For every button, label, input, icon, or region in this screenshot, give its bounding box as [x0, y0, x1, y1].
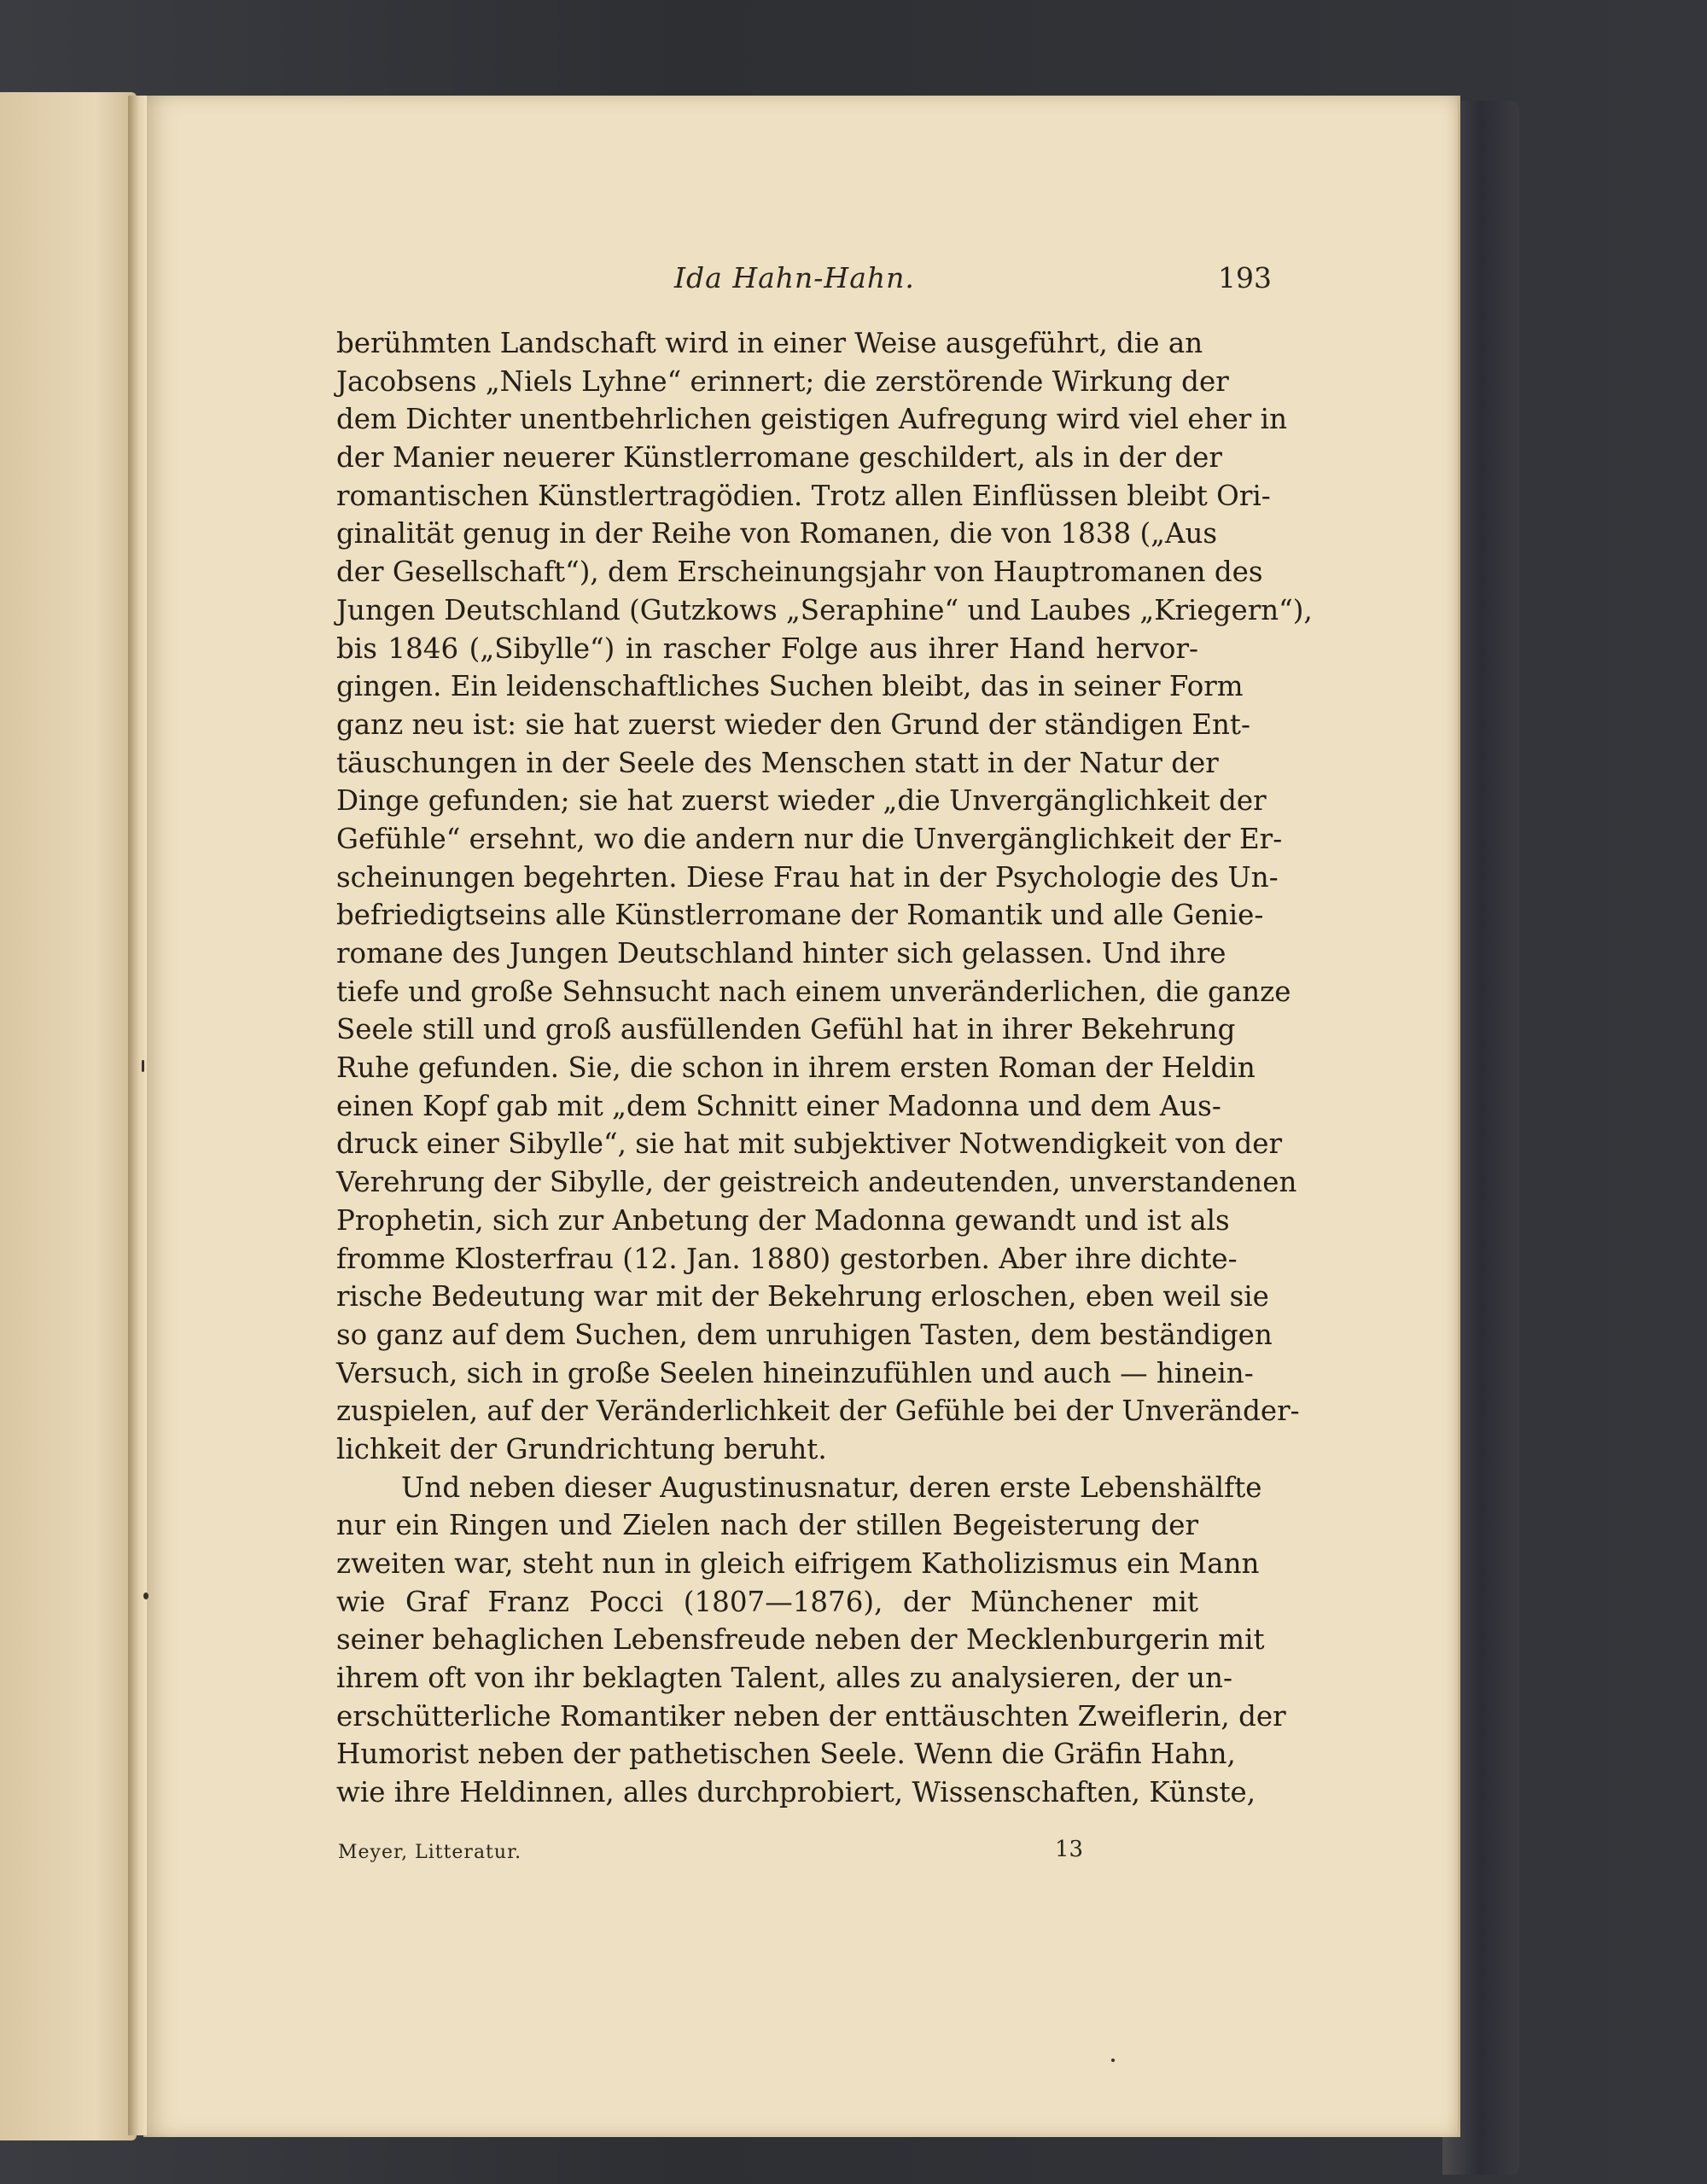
text-line: wie ihre Heldinnen, alles durchprobiert, Wissenschaften, Künste,	[336, 1776, 1256, 1809]
text-line: wie Graf Franz Pocci (1807—1876), der Münchener mit	[336, 1585, 1198, 1618]
text-line: Ruhe gefunden. Sie, die schon in ihrem ersten Roman der Heldin	[336, 1051, 1255, 1085]
sheet-number: 13	[1055, 1837, 1084, 1862]
text-line: Prophetin, sich zur Anbetung der Madonna gewandt und ist als	[336, 1203, 1230, 1237]
text-line: erschütterliche Romantiker neben der enttäuschten Zweiflerin, der	[336, 1699, 1286, 1733]
text-line: befriedigtseins alle Künstlerromane der Romantik und alle Genie-	[336, 899, 1264, 932]
text-line: romantischen Künstlertragödien. Trotz allen Einflüssen bleibt Ori-	[336, 479, 1271, 512]
text-line: einen Kopf gab mit „dem Schnitt einer Madonna und dem Aus-	[336, 1089, 1221, 1122]
text-line: scheinungen begehrten. Diese Frau hat in der Psychologie des Un-	[336, 860, 1279, 894]
text-line: ginalität genug in der Reihe von Romanen, die von 1838 („Aus	[336, 517, 1218, 550]
text-line: Jungen Deutschland (Gutzkows „Seraphine“ und Laubes „Kriegern“),	[336, 593, 1313, 626]
text-line: zweiten war, steht nun in gleich eifrigem Katholizismus ein Mann	[336, 1547, 1260, 1580]
page-header	[333, 261, 1272, 304]
text-line: der Gesellschaft“), dem Erscheinungsjahr von Hauptromanen des	[336, 556, 1263, 589]
text-line: berühmten Landschaft wird in einer Weise ausgeführt, die an	[336, 327, 1203, 359]
text-line: Humorist neben der pathetischen Seele. Wenn die Gräfin Hahn,	[336, 1738, 1236, 1771]
text-line: nur ein Ringen und Zielen nach der stillen Begeisterung der	[336, 1509, 1198, 1542]
text-line: so ganz auf dem Suchen, dem unruhigen Tasten, dem beständigen	[336, 1318, 1273, 1351]
text-line: rische Bedeutung war mit der Bekehrung erloschen, eben weil sie	[336, 1280, 1269, 1313]
text-line: Seele still und groß ausfüllenden Gefühl hat in ihrer Bekehrung	[336, 1013, 1236, 1046]
text-line: zuspielen, auf der Veränderlichkeit der Gefühle bei der Unveränder-	[336, 1395, 1300, 1428]
text-line: ihrem oft von ihr beklagten Talent, alles zu analysieren, der un-	[336, 1662, 1232, 1695]
running-title: Ida Hahn-Hahn.	[674, 261, 915, 294]
text-line: fromme Klosterfrau (12. Jan. 1880) gestorben. Aber ihre dichte-	[336, 1242, 1238, 1275]
text-line: Versuch, sich in große Seelen hineinzufühlen und auch — hinein-	[336, 1356, 1254, 1389]
page-gutter	[128, 96, 147, 2135]
text-line: ganz neu ist: sie hat zuerst wieder den Grund der ständigen Ent-	[336, 708, 1250, 741]
text-line: Jacobsens „Niels Lyhne“ erinnert; die zerstörende Wirkung der	[336, 364, 1229, 398]
printer-signature: Meyer, Litteratur.	[338, 1842, 522, 1863]
text-line: romane des Jungen Deutschland hinter sich gelassen. Und ihre	[336, 937, 1226, 970]
text-line: gingen. Ein leidenschaftliches Suchen bleibt, das in seiner Form	[336, 670, 1244, 703]
page-footer	[338, 1837, 1191, 1876]
text-line: bis 1846 („Sibylle“) in rascher Folge aus ihrer Hand hervor-	[336, 632, 1198, 665]
text-line: Dinge gefunden; sie hat zuerst wieder „die Unvergänglichkeit der	[336, 784, 1267, 818]
text-line: Gefühle“ ersehnt, wo die andern nur die Unvergänglichkeit der Er-	[336, 822, 1283, 855]
text-line: dem Dichter unentbehrlichen geistigen Aufregung wird viel eher in	[336, 403, 1287, 436]
text-line: tiefe und große Sehnsucht nach einem unveränderlichen, die ganze	[336, 975, 1291, 1008]
scan-speck	[143, 1593, 149, 1599]
body-text	[336, 324, 1313, 1852]
text-line: lichkeit der Grundrichtung beruht.	[336, 1432, 827, 1465]
text-line: täuschungen in der Seele des Menschen statt in der Natur der	[336, 746, 1219, 779]
scan-speck	[142, 1060, 144, 1072]
facing-page-edge	[0, 92, 137, 2140]
scan-speck	[1111, 2059, 1115, 2062]
text-line: Verehrung der Sibylle, der geistreich andeutenden, unverstandenen	[336, 1166, 1297, 1199]
text-line: Und neben dieser Augustinusnatur, deren erste Lebenshälfte	[401, 1471, 1262, 1504]
text-line: druck einer Sibylle“, sie hat mit subjektiver Notwendigkeit von der	[336, 1127, 1283, 1161]
page-number: 193	[1218, 261, 1272, 294]
text-line: der Manier neuerer Künstlerromane geschildert, als in der der	[336, 441, 1222, 475]
text-line: seiner behaglichen Lebensfreude neben der Mecklenburgerin mit	[336, 1623, 1265, 1657]
